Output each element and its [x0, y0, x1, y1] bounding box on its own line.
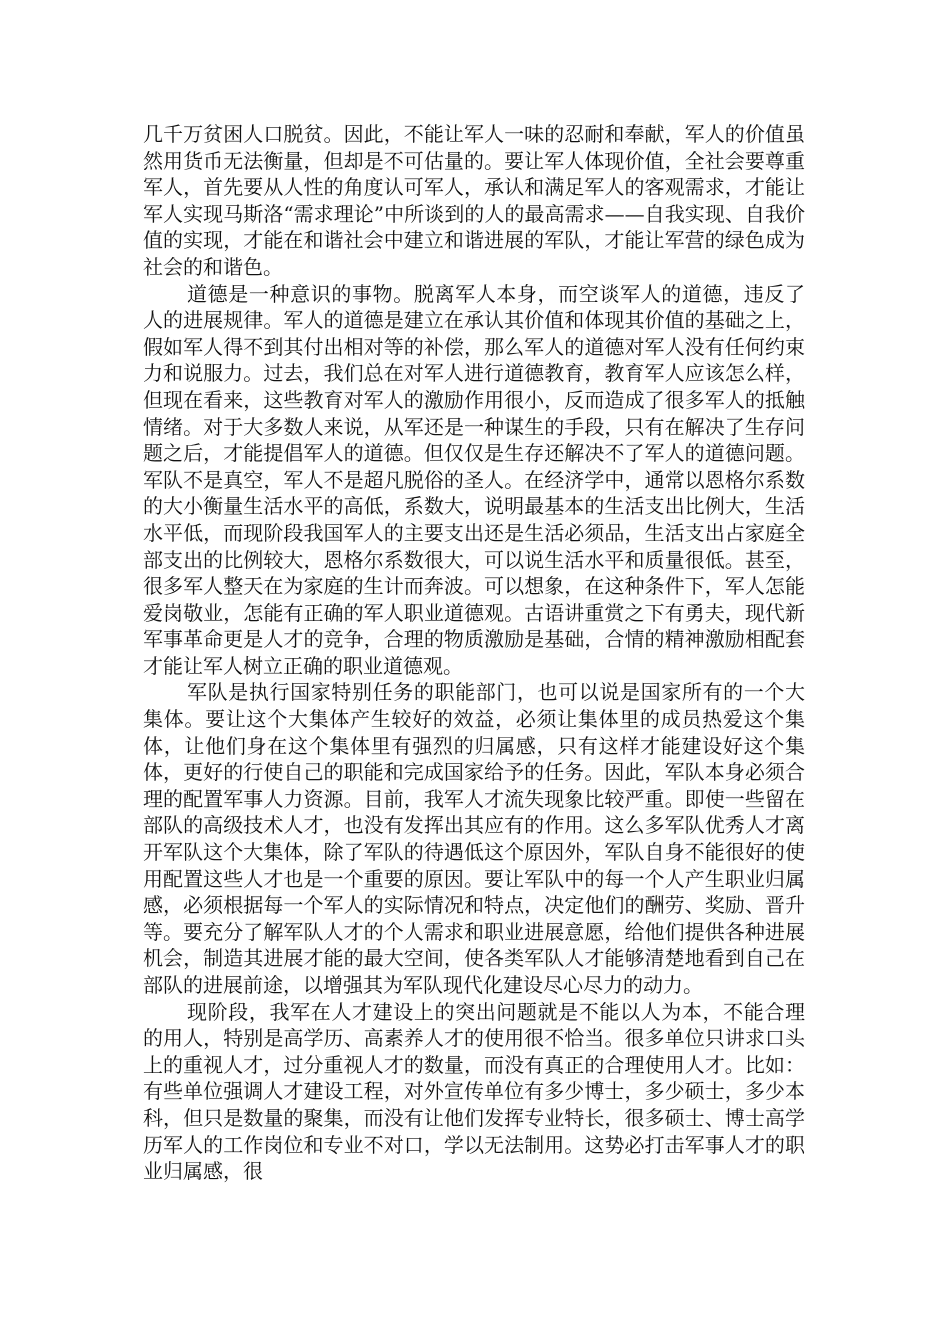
paragraph-1: 几千万贫困人口脱贫。因此，不能让军人一味的忍耐和奉献，军人的价值虽然用货币无法衡量，但却是不可估量的。要让军人体现价值，全社会要尊重军人，首先要从人性的角度认可军人，承认和满足军人的客观需求，才能让军人实现马斯洛“需求理论”中所谈到的人的最高需求——自我实现、自我价值的实现，才能在和谐社会中建立和谐进展的军队，才能让军营的绿色成为社会的和谐色。 [143, 122, 805, 279]
body-text [143, 121, 805, 1185]
paragraph-2: 道德是一种意识的事物。脱离军人本身，而空谈军人的道德，违反了人的进展规律。军人的道德是建立在承认其价值和体现其价值的基础之上，假如军人得不到其付出相对等的补偿，那么军人的道德对军人没有任何约束力和说服力。过去，我们总在对军人进行道德教育，教育军人应该怎么样，但现在看来，这些教育对军人的激励作用很小，反而造成了很多军人的抵触情绪。对于大多数人来说，从军还是一种谋生的手段，只有在解决了生存问题之后，才能提倡军人的道德。但仅仅是生存还解决不了军人的道德问题。军队不是真空，军人不是超凡脱俗的圣人。在经济学中，通常以恩格尔系数的大小衡量生活水平的高低，系数大，说明最基本的生活支出比例大，生活水平低，而现阶段我国军人的主要支出还是生活必须品，生活支出占家庭全部支出的比例较大，恩格尔系数很大，可以说生活水平和质量很低。甚至，很多军人整天在为家庭的生计而奔波。可以想象，在这种条件下，军人怎能爱岗敬业，怎能有正确的军人职业道德观。古语讲重赏之下有勇夫，现代新军事革命更是人才的竞争，合理的物质激励是基础，合情的精神激励相配套才能让军人树立正确的职业道德观。 [143, 281, 805, 678]
paragraph-3: 军队是执行国家特别任务的职能部门，也可以说是国家所有的一个大集体。要让这个大集体产生较好的效益，必须让集体里的成员热爱这个集体，让他们身在这个集体里有强烈的归属感，只有这样才能建设好这个集体，更好的行使自己的职能和完成国家给予的任务。因此，军队本身必须合理的配置军事人力资源。目前，我军人才流失现象比较严重。即使一些留在部队的高级技术人才，也没有发挥出其应有的作用。这么多军队优秀人才离开军队这个大集体，除了军队的待遇低这个原因外，军队自身不能很好的使用配置这些人才也是一个重要的原因。要让军队中的每一个人产生职业归属感，必须根据每一个军人的实际情况和特点，决定他们的酬劳、奖励、晋升等。要充分了解军队人才的个人需求和职业进展意愿，给他们提供各种进展机会，制造其进展才能的最大空间，使各类军队人才能够清楚地看到自己在部队的进展前途，以增强其为军队现代化建设尽心尽力的动力。 [143, 680, 805, 997]
paragraph-4: 现阶段，我军在人才建设上的突出问题就是不能以人为本，不能合理的用人，特别是高学历、高素养人才的使用很不恰当。很多单位只讲求口头上的重视人才，过分重视人才的数量，而没有真正的合理使用人才。比如：有些单位强调人才建设工程，对外宣传单位有多少博士，多少硕士，多少本科，但只是数量的聚集，而没有让他们发挥专业特长，很多硕士、博士高学历军人的工作岗位和专业不对口，学以无法制用。这势必打击军事人才的职业归属感，很 [143, 999, 805, 1184]
